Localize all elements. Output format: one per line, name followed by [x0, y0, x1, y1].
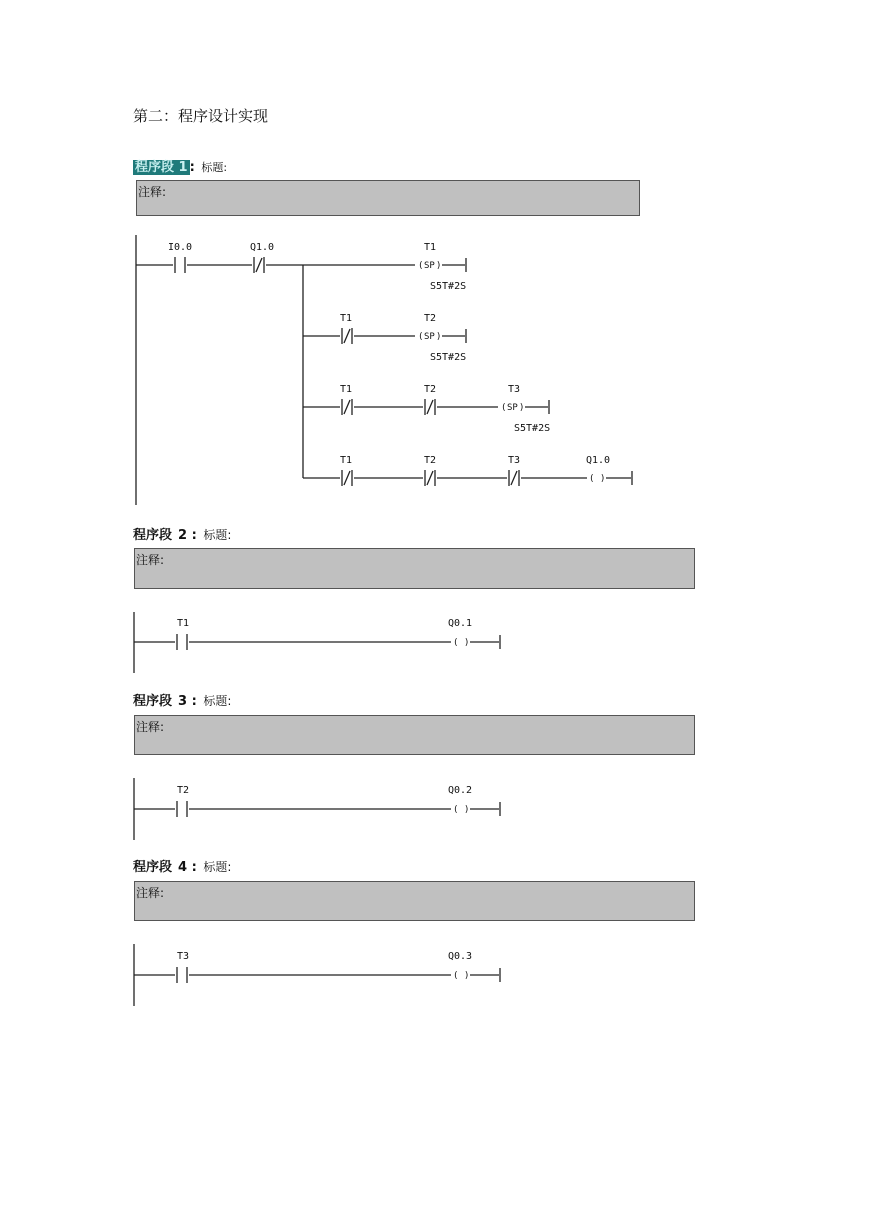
- svg-text:(: (: [418, 261, 424, 271]
- label-q02: Q0.2: [448, 785, 473, 796]
- network-4-title-label: 标题:: [203, 860, 232, 874]
- svg-text:): ): [464, 638, 470, 648]
- label-t1-n2: T1: [177, 618, 190, 629]
- label-t1-r2: T1: [340, 313, 353, 324]
- contact-nc-t1-r3: [342, 399, 352, 415]
- label-t1-r3: T1: [340, 384, 353, 395]
- network-1-comment-label: 注释:: [138, 185, 167, 199]
- contact-no-i00: [175, 257, 185, 273]
- svg-text:): ): [464, 805, 470, 815]
- svg-text:): ): [436, 332, 442, 342]
- label-t1-r4: T1: [340, 455, 353, 466]
- network-2-comment-box[interactable]: [134, 548, 695, 589]
- contact-nc-t1-r2: [342, 328, 352, 344]
- network-3-comment-label: 注释:: [136, 720, 165, 734]
- svg-text:(: (: [418, 332, 424, 342]
- label-t2-n3: T2: [177, 785, 190, 796]
- contact-no-t2-n3: [177, 801, 187, 817]
- contact-no-t1-n2: [177, 634, 187, 650]
- network-2-comment-label: 注释:: [136, 553, 165, 567]
- label-t3-timer: T3: [508, 384, 521, 395]
- contact-nc-t2-r3: [425, 399, 435, 415]
- contact-no-t3-n4: [177, 967, 187, 983]
- label-t1-time: S5T#2S: [430, 281, 467, 292]
- label-t2-r4: T2: [424, 455, 437, 466]
- label-i00: I0.0: [168, 242, 193, 253]
- label-q01: Q0.1: [448, 618, 473, 629]
- label-t3-r4: T3: [508, 455, 521, 466]
- contact-nc-t3-r4: [509, 470, 519, 486]
- label-t1-timer: T1: [424, 242, 437, 253]
- label-t2-timer: T2: [424, 313, 437, 324]
- label-q10-contact: Q1.0: [250, 242, 275, 253]
- network-1-heading: 程序段 1 : 标题:: [135, 160, 228, 175]
- contact-nc-t1-r4: [342, 470, 352, 486]
- svg-text:): ): [519, 403, 525, 413]
- contact-nc-t2-r4: [425, 470, 435, 486]
- timer-t2-sp-label: SP: [424, 332, 435, 342]
- network-1-title-label: 标题:: [201, 161, 228, 174]
- svg-text:): ): [436, 261, 442, 271]
- network-1-label: 程序段 1: [135, 160, 188, 175]
- network-4-comment-box[interactable]: [134, 881, 695, 921]
- coil-q02: (: [453, 805, 459, 815]
- network-3-comment-box[interactable]: [134, 715, 695, 755]
- timer-t3-sp-label: SP: [507, 403, 518, 413]
- label-t2-r3: T2: [424, 384, 437, 395]
- label-t3-n4: T3: [177, 951, 190, 962]
- timer-t1-sp-label: SP: [424, 261, 435, 271]
- network-2-title-label: 标题:: [203, 528, 232, 542]
- svg-text:(: (: [501, 403, 507, 413]
- network-4-comment-label: 注释:: [136, 886, 165, 900]
- network-4-ladder: [134, 944, 500, 1006]
- coil-q03: (: [453, 971, 459, 981]
- label-t3-time: S5T#2S: [514, 423, 551, 434]
- svg-text:): ): [464, 971, 470, 981]
- label-t2-time: S5T#2S: [430, 352, 467, 363]
- network-3-heading: 程序段 3 : 标题:: [133, 694, 232, 709]
- label-q03: Q0.3: [448, 951, 473, 962]
- contact-nc-q10: [254, 257, 264, 273]
- network-2-heading: 程序段 2 : 标题:: [133, 528, 232, 543]
- section-title: 第二：程序设计实现: [133, 107, 269, 125]
- network-2-ladder: [134, 612, 500, 673]
- network-3-ladder: [134, 778, 500, 840]
- network-1-ladder: [136, 235, 632, 505]
- network-3-title-label: 标题:: [203, 694, 232, 708]
- label-q10-coil: Q1.0: [586, 455, 611, 466]
- svg-text:): ): [600, 474, 606, 484]
- coil-q10: (: [589, 474, 595, 484]
- network-4-heading: 程序段 4 : 标题:: [133, 860, 232, 875]
- coil-q01: (: [453, 638, 459, 648]
